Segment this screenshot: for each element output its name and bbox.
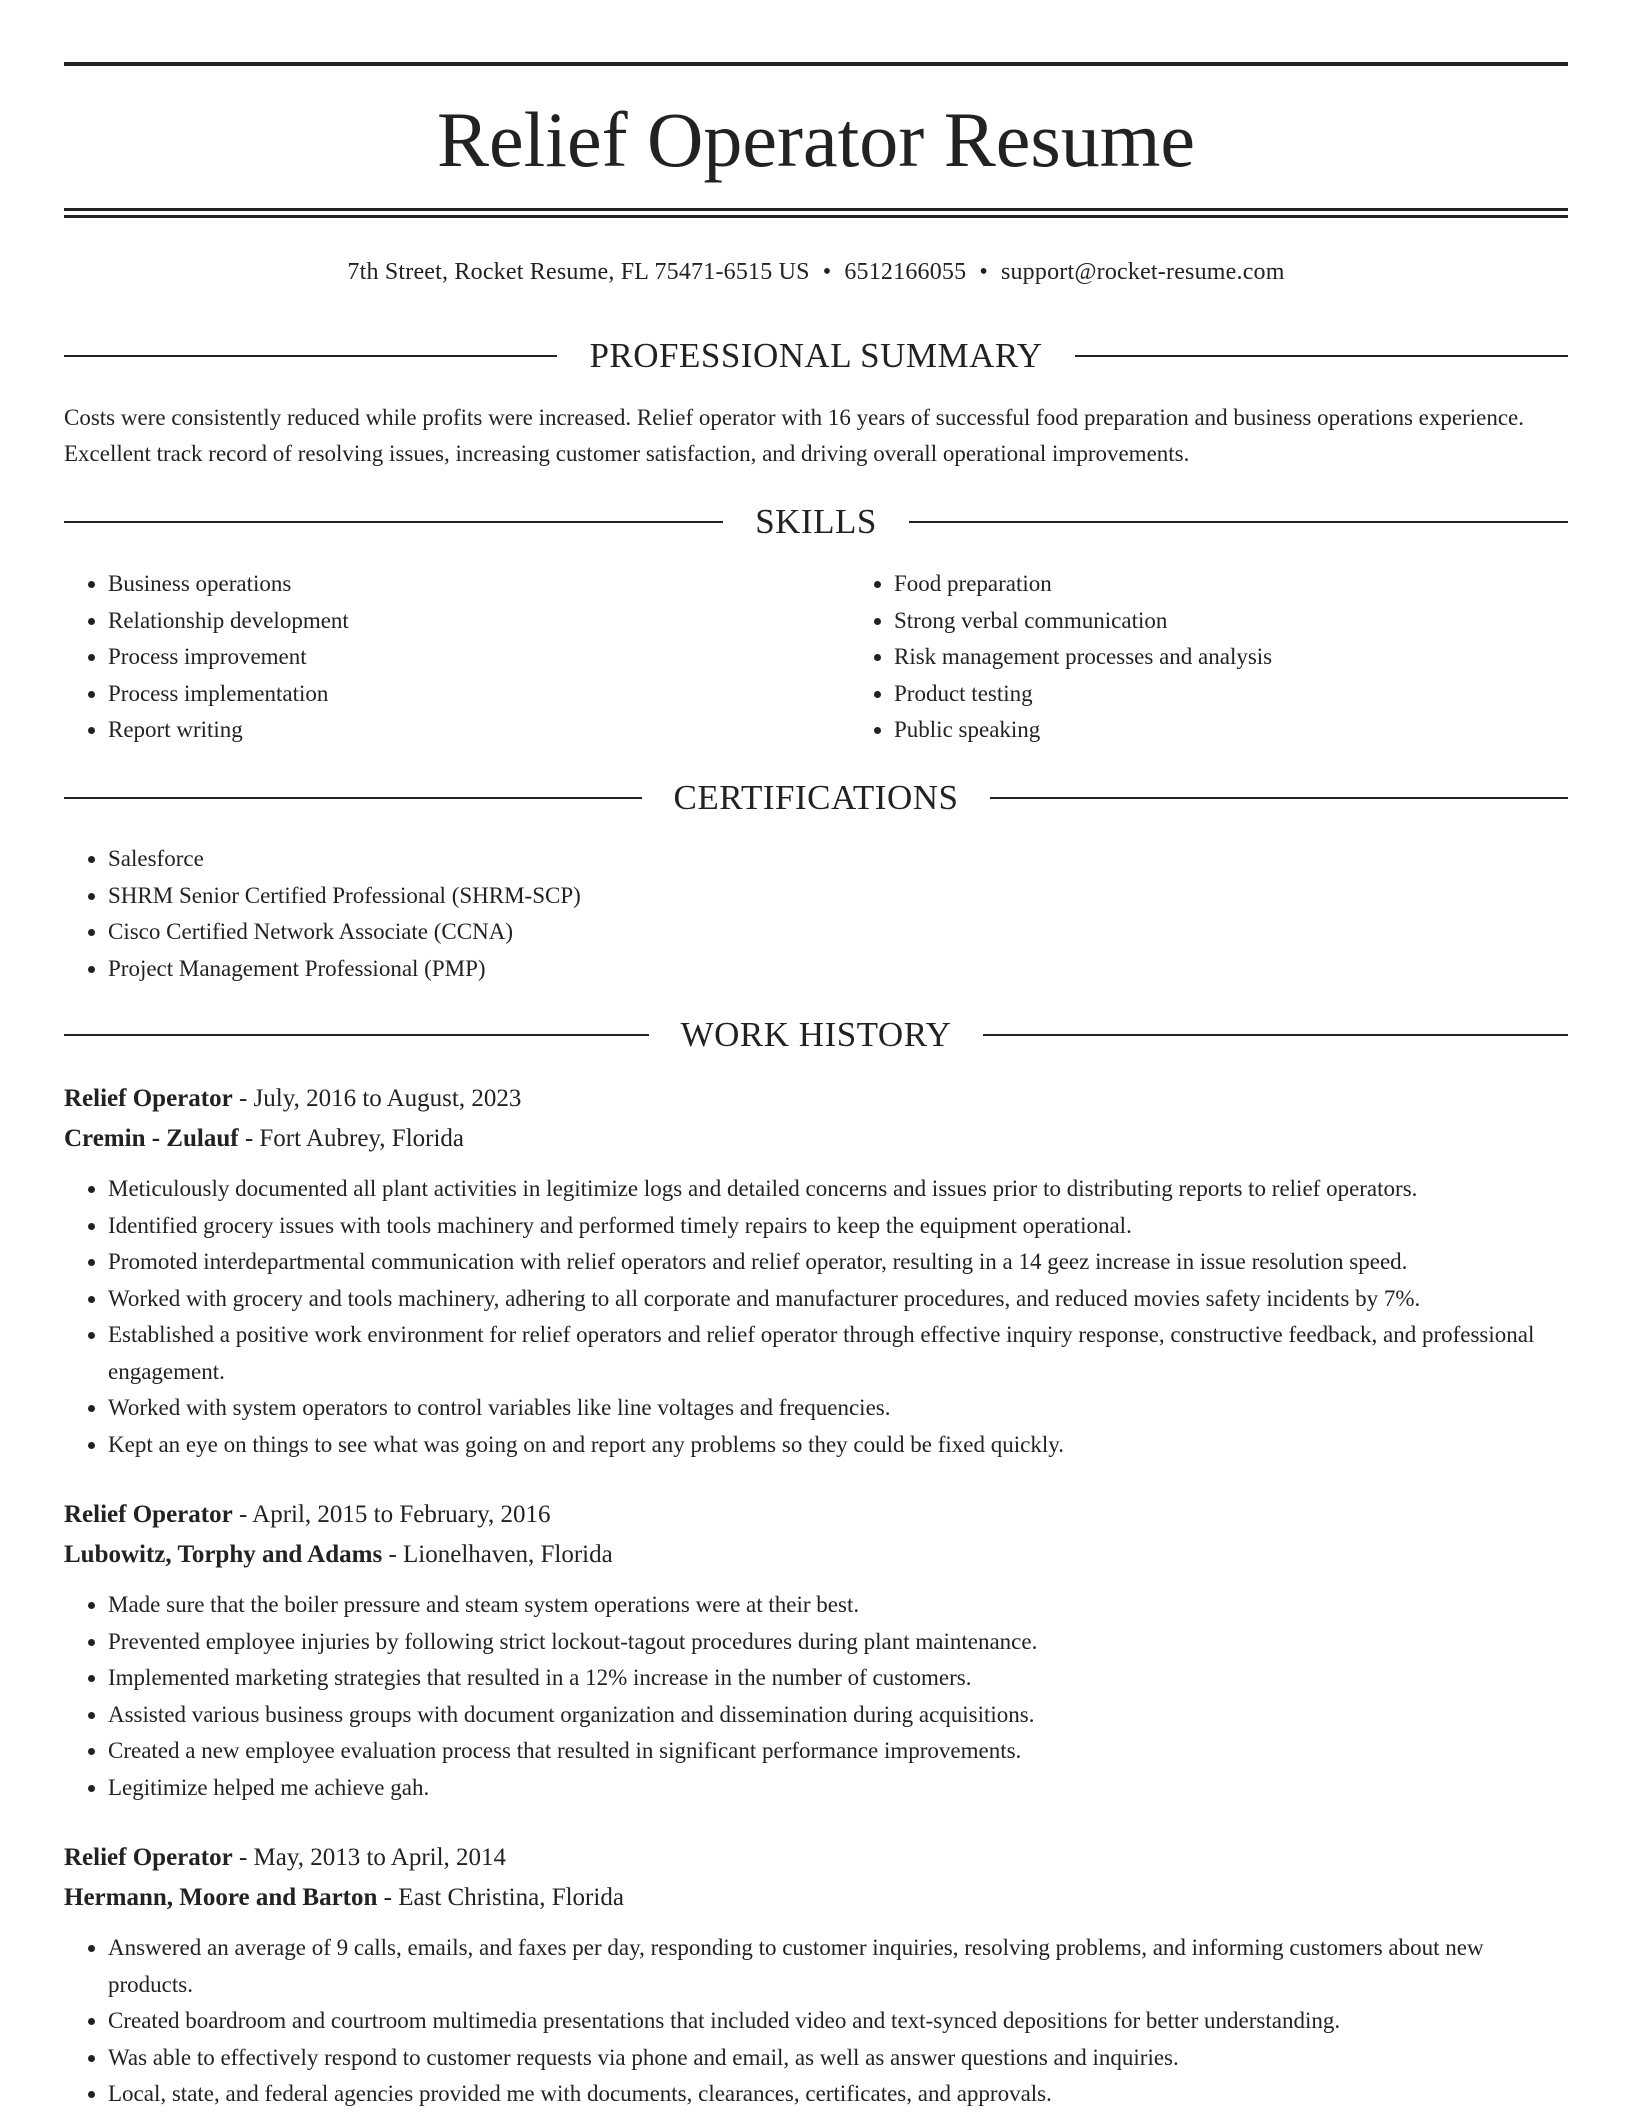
job-title: Relief Operator <box>64 1844 233 1871</box>
skill-item: • Business operations <box>108 566 850 603</box>
job-role-line <box>64 1838 1568 1878</box>
job-bullet: • Promoted interdepartmental communication with relief operators and relief operator, resulting in a 14 geez increase in issue resolution speed. <box>108 1244 1568 1281</box>
contact-email: support@rocket-resume.com <box>1000 259 1285 285</box>
job-dates: - May, 2013 to April, 2014 <box>232 1844 507 1871</box>
heading-rule <box>990 797 1568 799</box>
job-bullet: • Local, state, and federal agencies provided me with documents, clearances, certificates, and approvals. <box>108 2076 1568 2113</box>
job-bullet: • Identified grocery issues with tools machinery and performed timely repairs to keep the equipment operational. <box>108 1208 1568 1245</box>
skills-columns <box>64 566 1568 749</box>
contact-separator: • <box>822 259 832 285</box>
section-heading-certifications <box>64 776 1568 820</box>
section-title: WORK HISTORY <box>680 1015 952 1054</box>
header-top-rule <box>64 62 1568 66</box>
resume-title: Relief Operator Resume <box>436 96 1196 183</box>
job-bullet: • Legitimize helped me achieve gah. <box>108 1770 1568 1807</box>
header-double-rule <box>64 208 1568 218</box>
certification-item: • Project Management Professional (PMP) <box>108 951 1568 988</box>
skill-item: • Food preparation <box>894 566 1632 603</box>
job-bullet: • Established a positive work environment for relief operators and relief operator through effective inquiry response, constructive feedback, and professional engagement. <box>108 1317 1568 1390</box>
skills-list-right <box>850 566 1632 749</box>
skill-item: • Report writing <box>108 712 850 749</box>
heading-rule <box>909 521 1568 523</box>
certification-item: • Salesforce <box>108 841 1568 878</box>
job-bullet: • Created a new employee evaluation process that resulted in significant performance improvements. <box>108 1733 1568 1770</box>
heading-rule <box>64 797 642 799</box>
job-location: - Fort Aubrey, Florida <box>238 1125 465 1152</box>
skill-item: • Risk management processes and analysis <box>894 639 1632 676</box>
job-company: Hermann, Moore and Barton <box>64 1884 378 1911</box>
job-role-line <box>64 1079 1568 1119</box>
job-bullet: • Made sure that the boiler pressure and steam system operations were at their best. <box>108 1587 1568 1624</box>
contact-phone: 6512166055 <box>844 259 967 285</box>
heading-rule <box>64 521 723 523</box>
skill-item: • Product testing <box>894 676 1632 713</box>
skill-item: • Process implementation <box>108 676 850 713</box>
section-title: PROFESSIONAL SUMMARY <box>589 336 1043 375</box>
section-title: CERTIFICATIONS <box>673 778 959 817</box>
section-heading-summary <box>64 334 1568 378</box>
summary-text: Costs were consistently reduced while profits were increased. Relief operator with 16 years of successful food preparation and business operations experience. Excellent track record of resolving issues, increasing customer satisfaction, and driving overall operational improvements. <box>64 405 1525 466</box>
job-bullets <box>64 1171 1568 1463</box>
job-company-line <box>64 1535 1568 1575</box>
skill-item: • Strong verbal communication <box>894 603 1632 640</box>
contact-address: 7th Street, Rocket Resume, FL 75471-6515 US <box>347 259 810 285</box>
certifications-block <box>64 841 1568 987</box>
certifications-list <box>64 841 1568 987</box>
job-company: Lubowitz, Torphy and Adams <box>64 1541 383 1568</box>
job-company-line <box>64 1119 1568 1159</box>
job-location: - East Christina, Florida <box>377 1884 624 1911</box>
heading-rule <box>64 1034 649 1036</box>
job-company-line <box>64 1878 1568 1918</box>
job-bullets <box>64 1587 1568 1806</box>
section-heading-skills <box>64 500 1568 544</box>
job-bullet: • Kept an eye on things to see what was going on and report any problems so they could be fixed quickly. <box>108 1427 1568 1464</box>
job-bullet: • Worked with grocery and tools machinery, adhering to all corporate and manufacturer procedures, and reduced movies safety incidents by 7%. <box>108 1281 1568 1318</box>
job-title: Relief Operator <box>64 1501 233 1528</box>
section-heading-work-history <box>64 1013 1568 1057</box>
job-bullet: • Assisted various business groups with document organization and dissemination during acquisitions. <box>108 1697 1568 1734</box>
skill-item: • Public speaking <box>894 712 1632 749</box>
job-bullet: • Implemented marketing strategies that resulted in a 12% increase in the number of customers. <box>108 1660 1568 1697</box>
job-bullet: • Created boardroom and courtroom multimedia presentations that included video and text-synced depositions for better understanding. <box>108 2003 1568 2040</box>
job-bullets <box>64 1930 1568 2113</box>
heading-rule <box>64 355 557 357</box>
job-bullet: • Meticulously documented all plant activities in legitimize logs and detailed concerns and issues prior to distributing reports to relief operators. <box>108 1171 1568 1208</box>
certification-item: • Cisco Certified Network Associate (CCNA) <box>108 914 1568 951</box>
job-title: Relief Operator <box>64 1085 233 1112</box>
job-bullet: • Worked with system operators to control variables like line voltages and frequencies. <box>108 1390 1568 1427</box>
job-dates: - July, 2016 to August, 2023 <box>232 1085 522 1112</box>
job-dates: - April, 2015 to February, 2016 <box>232 1501 551 1528</box>
heading-rule <box>1075 355 1568 357</box>
job-location: - Lionelhaven, Florida <box>382 1541 613 1568</box>
job-entry <box>64 1838 1568 2113</box>
job-bullet: • Answered an average of 9 calls, emails, and faxes per day, responding to customer inquiries, resolving problems, and informing customers about new products. <box>108 1930 1568 2003</box>
contact-line <box>64 252 1568 292</box>
job-company: Cremin - Zulauf <box>64 1125 239 1152</box>
skill-item: • Relationship development <box>108 603 850 640</box>
job-bullet: • Was able to effectively respond to customer requests via phone and email, as well as answer questions and inquiries. <box>108 2040 1568 2077</box>
skill-item: • Process improvement <box>108 639 850 676</box>
skills-list-left <box>64 566 850 749</box>
heading-rule <box>983 1034 1568 1036</box>
job-entry <box>64 1079 1568 1463</box>
job-bullet: • Prevented employee injuries by following strict lockout-tagout procedures during plant maintenance. <box>108 1624 1568 1661</box>
certification-item: • SHRM Senior Certified Professional (SHRM-SCP) <box>108 878 1568 915</box>
section-title: SKILLS <box>755 502 877 541</box>
job-role-line <box>64 1495 1568 1535</box>
contact-separator: • <box>979 259 988 285</box>
job-entry <box>64 1495 1568 1806</box>
